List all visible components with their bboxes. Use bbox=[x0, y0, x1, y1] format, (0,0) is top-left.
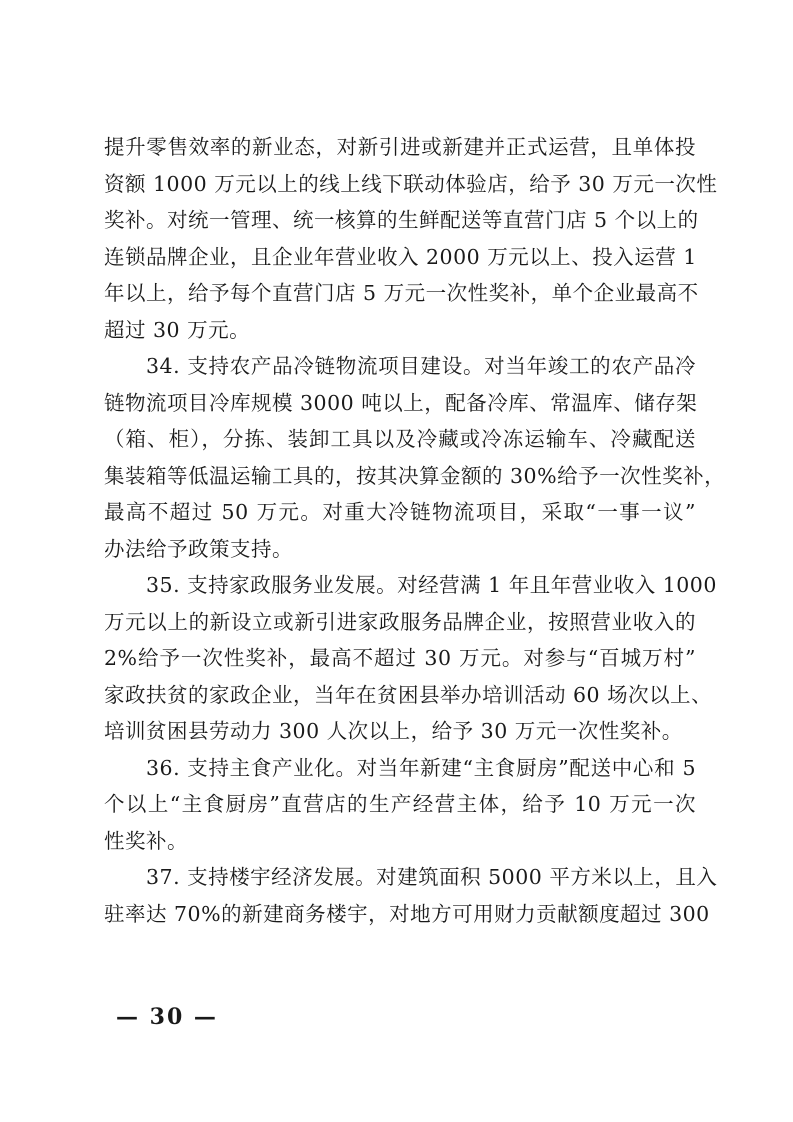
paragraph-item-34 bbox=[104, 348, 726, 567]
text-line: 年以上，给予每个直营门店 5 万元一次性奖补，单个企业最高不 bbox=[104, 281, 699, 305]
text-line: 2%给予一次性奖补，最高不超过 30 万元。对参与“百城万村” bbox=[104, 646, 696, 670]
text-line: 家政扶贫的家政企业，当年在贫困县举办培训活动 60 场次以上、 bbox=[104, 682, 713, 707]
text-line: 性奖补。 bbox=[104, 828, 188, 853]
text-line: 培训贫困县劳动力 300 人次以上，给予 30 万元一次性奖补。 bbox=[104, 719, 683, 743]
document-body bbox=[104, 129, 726, 932]
text-line: 奖补。对统一管理、统一核算的生鲜配送等直营门店 5 个以上的 bbox=[104, 208, 699, 232]
text-line: 超过 30 万元。 bbox=[104, 317, 251, 342]
text-line: 35. 支持家政服务业发展。对经营满 1 年且年营业收入 1000 bbox=[146, 573, 717, 597]
text-line: 驻率达 70%的新建商务楼宇，对地方可用财力贡献额度超过 300 bbox=[104, 901, 710, 926]
paragraph-item-35 bbox=[104, 567, 717, 750]
text-line: 个以上“主食厨房”直营店的生产经营主体，给予 10 万元一次 bbox=[104, 792, 696, 816]
text-line: 37. 支持楼宇经济发展。对建筑面积 5000 平方米以上，且入 bbox=[146, 865, 718, 889]
text-line: 提升零售效率的新业态，对新引进或新建并正式运营，且单体投 bbox=[104, 135, 696, 159]
text-line: 万元以上的新设立或新引进家政服务品牌企业，按照营业收入的 bbox=[104, 609, 696, 634]
text-line: 办法给予政策支持。 bbox=[104, 536, 293, 561]
text-line: 连锁品牌企业，且企业年营业收入 2000 万元以上、投入运营 1 bbox=[104, 244, 697, 269]
text-line: 集装箱等低温运输工具的，按其决算金额的 30%给予一次性奖补， bbox=[104, 463, 726, 488]
page-number: — 30 — bbox=[116, 1004, 218, 1030]
paragraph-item-36 bbox=[104, 750, 696, 860]
paragraph-continued bbox=[104, 129, 718, 348]
text-line: 36. 支持主食产业化。对当年新建“主食厨房”配送中心和 5 bbox=[146, 755, 696, 780]
text-line: 资额 1000 万元以上的线上线下联动体验店，给予 30 万元一次性 bbox=[104, 171, 718, 196]
text-line: 34. 支持农产品冷链物流项目建设。对当年竣工的农产品冷 bbox=[146, 354, 696, 378]
text-line: 最高不超过 50 万元。对重大冷链物流项目，采取“一事一议” bbox=[104, 500, 696, 524]
text-line: （箱、柜），分拣、装卸工具以及冷藏或冷冻运输车、冷藏配送 bbox=[104, 427, 696, 451]
paragraph-item-37 bbox=[104, 859, 718, 932]
text-line: 链物流项目冷库规模 3000 吨以上，配备冷库、常温库、储存架 bbox=[104, 390, 698, 415]
